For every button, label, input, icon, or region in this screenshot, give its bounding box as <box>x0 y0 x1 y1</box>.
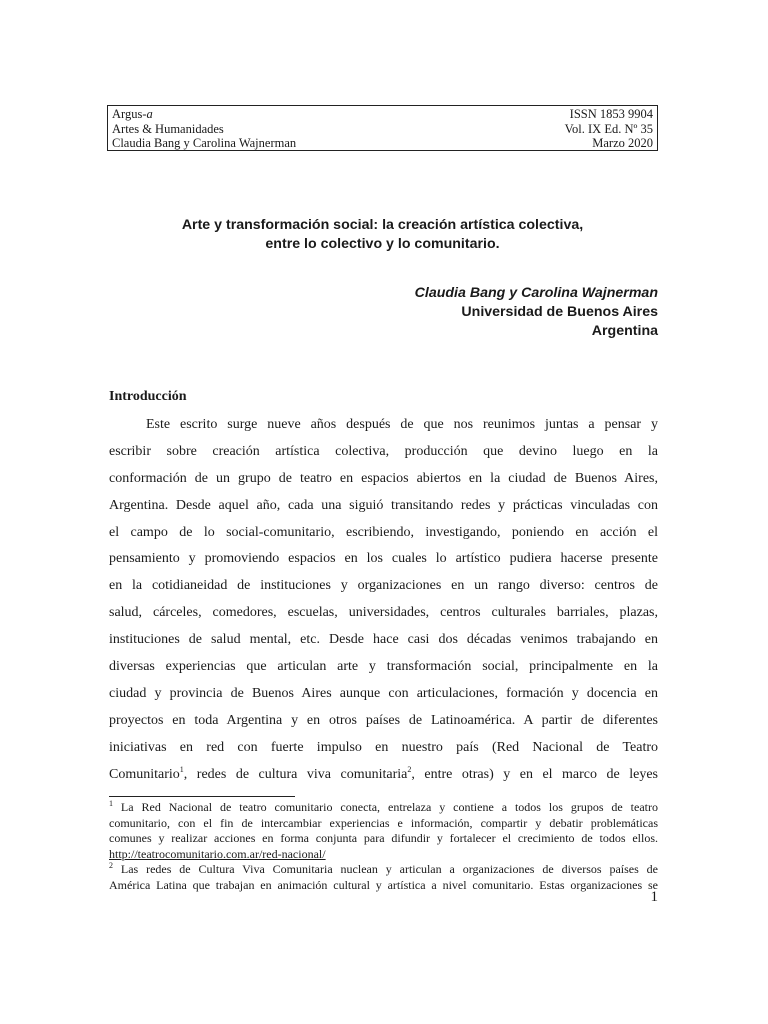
header-row-1 <box>112 107 653 122</box>
footnote-ref-2[interactable]: 2 <box>407 764 412 774</box>
body-line: Este escrito surge nueve años después de que nos reunimos juntas a pensar y <box>146 417 658 432</box>
body-line: Argentina. Desde aquel año, cada una siguió transitando redes y prácticas vinculadas con <box>109 497 658 513</box>
footnote-1-line: comunitario, con el fin de intercambiar experiencias e información, compartir y debatir problemáticas <box>109 815 658 830</box>
footnote-1-line <box>109 800 658 816</box>
journal-header <box>107 105 658 151</box>
byline <box>300 284 658 341</box>
body-line-last <box>109 762 658 789</box>
body-line: iniciativas en red con fuerte impulso en nuestro país (Red Nacional de Teatro <box>109 739 658 755</box>
footnote-2-text: Las redes de Cultura Viva Comunitaria nuclean y articulan a organizaciones de diversos países de <box>113 862 658 877</box>
footnote-1-line: comunes y realizar acciones en forma conjunta para difundir y fortalecer el crecimiento de todos ellos. <box>109 831 658 846</box>
footnote-2-line: América Latina que trabajan en animación cultural y artística a nivel comunitario. Estas organizaciones se <box>109 877 658 892</box>
footnotes <box>109 800 658 894</box>
body-line: salud, cárceles, comedores, escuelas, universidades, centros culturales barriales, plazas, <box>109 605 658 621</box>
header-row-3 <box>112 136 653 151</box>
body-line: proyectos en toda Argentina y en otros países de Latinoamérica. A partir de diferentes <box>109 712 658 728</box>
body-fragment: Comunitario <box>109 766 180 782</box>
header-row-2 <box>112 122 653 137</box>
body-line: el campo de lo social-comunitario, escribiendo, investigando, poniendo en acción el <box>109 524 658 540</box>
volume-edition: Vol. IX Ed. Nº 35 <box>564 121 653 136</box>
footnote-2-line <box>109 862 658 878</box>
body-line: en la cotidianeidad de instituciones y organizaciones en un rango diverso: centros de <box>109 578 658 594</box>
journal-name-text: Argus- <box>112 107 147 121</box>
footnote-1-link[interactable]: http://teatrocomunitario.com.ar/red-nacional/ <box>109 846 326 861</box>
issn: ISSN 1853 9904 <box>569 107 653 121</box>
title-line-1: Arte y transformación social: la creación artística colectiva, <box>181 217 584 233</box>
footnote-2-marker: 2 <box>109 861 113 871</box>
section-heading: Introducción <box>109 389 187 404</box>
journal-name <box>112 107 153 122</box>
article-title <box>107 216 658 254</box>
body-line: pensamiento y promoviendo espacios en los cuales lo artístico pudiera hacerse presente <box>109 551 658 567</box>
footnote-separator <box>109 796 295 797</box>
footnote-1-marker: 1 <box>109 799 113 808</box>
author-country: Argentina <box>591 323 658 339</box>
journal-name-italic: a <box>146 107 153 121</box>
body-line: conformación de un grupo de teatro en espacios abiertos en la ciudad de Buenos Aires, <box>109 470 658 486</box>
body-line: escribir sobre creación artística colectiva, producción que devino luego en la <box>109 443 658 459</box>
header-authors: Claudia Bang y Carolina Wajnerman <box>112 136 297 150</box>
publication-date: Marzo 2020 <box>592 136 653 150</box>
body-fragment: , redes de cultura viva comunitaria <box>183 766 408 782</box>
author-affiliation: Universidad de Buenos Aires <box>461 304 658 320</box>
page-number: 1 <box>650 889 658 905</box>
body-line: diversas experiencias que articulan arte y transformación social, principalmente en la <box>109 659 658 675</box>
body-line: instituciones de salud mental, etc. Desde hace casi dos décadas venimos trabajando en <box>109 632 658 648</box>
body-line: ciudad y provincia de Buenos Aires aunque con articulaciones, formación y docencia en <box>109 685 658 701</box>
title-line-2: entre lo colectivo y lo comunitario. <box>265 236 500 252</box>
footnote-1-text: La Red Nacional de teatro comunitario conecta, entrelaza y contiene a todos los grupos de teatro <box>113 800 658 814</box>
body-paragraph <box>109 412 658 788</box>
footnote-1-link-line <box>109 847 658 863</box>
footnote-ref-1[interactable]: 1 <box>179 764 184 774</box>
body-fragment: , entre otras) y en el marco de leyes <box>411 766 658 782</box>
journal-section: Artes & Humanidades <box>112 121 224 136</box>
author-names: Claudia Bang y Carolina Wajnerman <box>414 285 658 301</box>
